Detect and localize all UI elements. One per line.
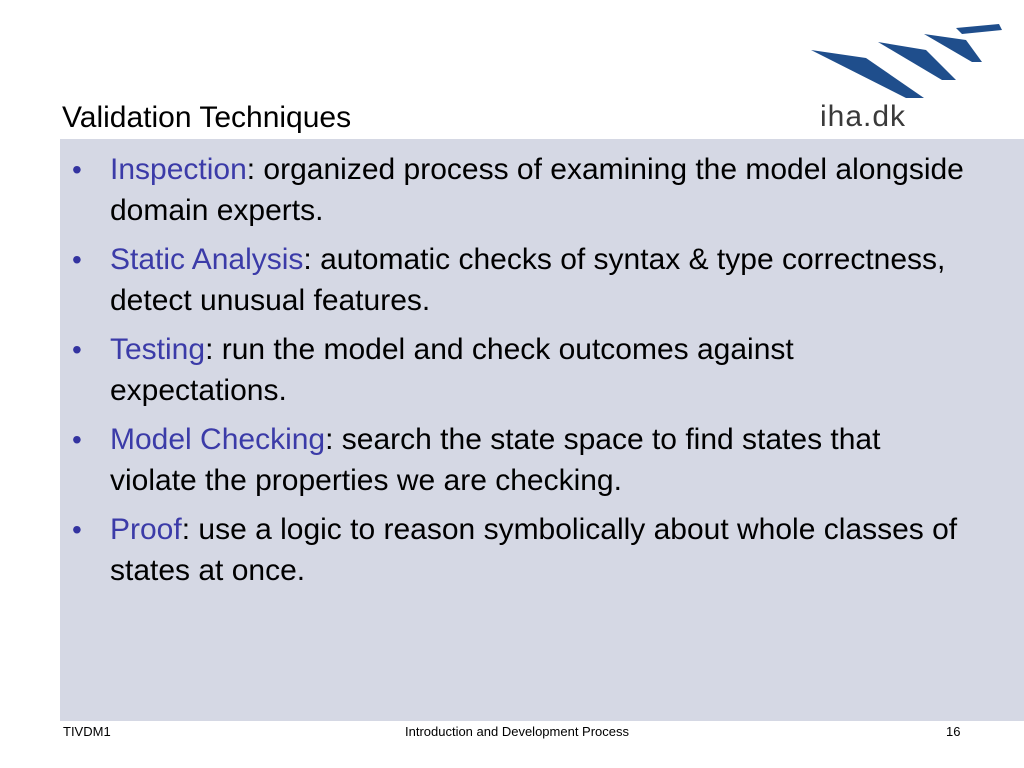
slide-title: Validation Techniques xyxy=(62,101,352,134)
bullet-dot-icon: • xyxy=(72,154,82,185)
bullet-item-testing xyxy=(70,329,964,411)
bullet-item-inspection xyxy=(70,149,964,231)
bullet-dot-icon: • xyxy=(72,514,82,545)
bullet-dot-icon: • xyxy=(72,334,82,365)
bullet-list xyxy=(60,139,1024,591)
bullet-text: : run the model and check outcomes against expectations. xyxy=(110,333,794,407)
iha-logo xyxy=(806,20,1006,135)
bullet-dot-icon: • xyxy=(72,424,82,455)
bullet-text: : use a logic to reason symbolically about whole classes of states at once. xyxy=(110,513,958,587)
bullet-text: : organized process of examining the model alongside domain experts. xyxy=(110,153,964,227)
bullet-term: Model Checking xyxy=(110,423,326,456)
bullet-term: Static Analysis xyxy=(110,243,304,276)
logo-text: iha.dk xyxy=(820,100,907,133)
bullet-item-proof xyxy=(70,509,964,591)
wing-stripes-icon xyxy=(806,20,1006,100)
bullet-text: : search the state space to find states that violate the properties we are checking. xyxy=(110,423,881,497)
footer-title: Introduction and Development Process xyxy=(404,724,629,739)
bullet-term: Proof xyxy=(110,513,182,546)
bullet-term: Testing xyxy=(110,333,206,366)
bullet-dot-icon: • xyxy=(72,244,82,275)
bullet-text: : automatic checks of syntax & type correctness, detect unusual features. xyxy=(110,243,946,317)
page-number: 16 xyxy=(946,724,961,739)
bullet-item-model-checking xyxy=(70,419,964,501)
content-panel xyxy=(60,139,1024,721)
bullet-term: Inspection xyxy=(110,153,247,186)
footer-course-code: TIVDM1 xyxy=(63,724,111,739)
bullet-item-static-analysis xyxy=(70,239,964,321)
